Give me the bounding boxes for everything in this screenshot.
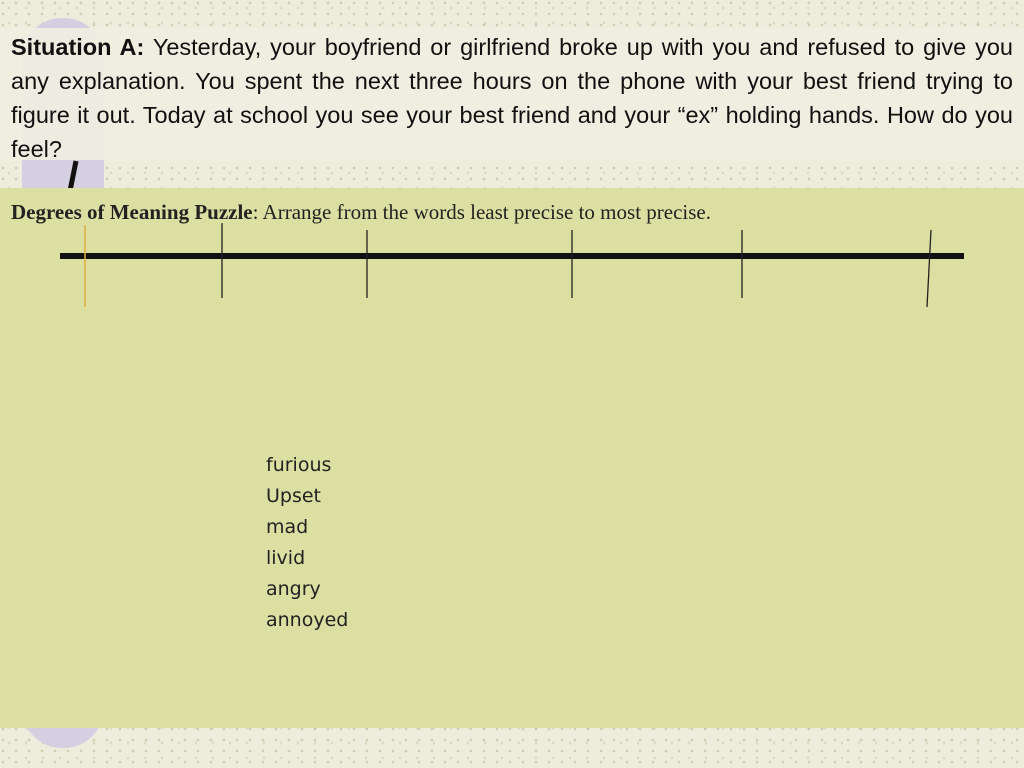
list-item: Upset — [266, 485, 322, 507]
list-item: annoyed — [266, 609, 349, 631]
puzzle-instruction-text: : Arrange from the words least precise to most precise. — [252, 200, 711, 224]
list-item: furious — [266, 454, 332, 476]
situation-body: Yesterday, your boyfriend or girlfriend broke up with you and refused to give you any explanation. You spent the next three hours on the phone with your best friend trying to figure it out. Today at school you see your best friend and your “ex” holding hands. How do you feel? — [11, 34, 1013, 162]
situation-paragraph — [11, 30, 1013, 166]
list-item: mad — [266, 516, 309, 538]
puzzle-title: Degrees of Meaning Puzzle — [11, 200, 253, 224]
precision-scale — [0, 215, 1024, 315]
list-item: livid — [266, 547, 306, 569]
scale-tick-6 — [927, 230, 931, 307]
list-item: angry — [266, 578, 321, 600]
word-list — [266, 450, 348, 636]
situation-label: Situation A: — [11, 34, 145, 60]
